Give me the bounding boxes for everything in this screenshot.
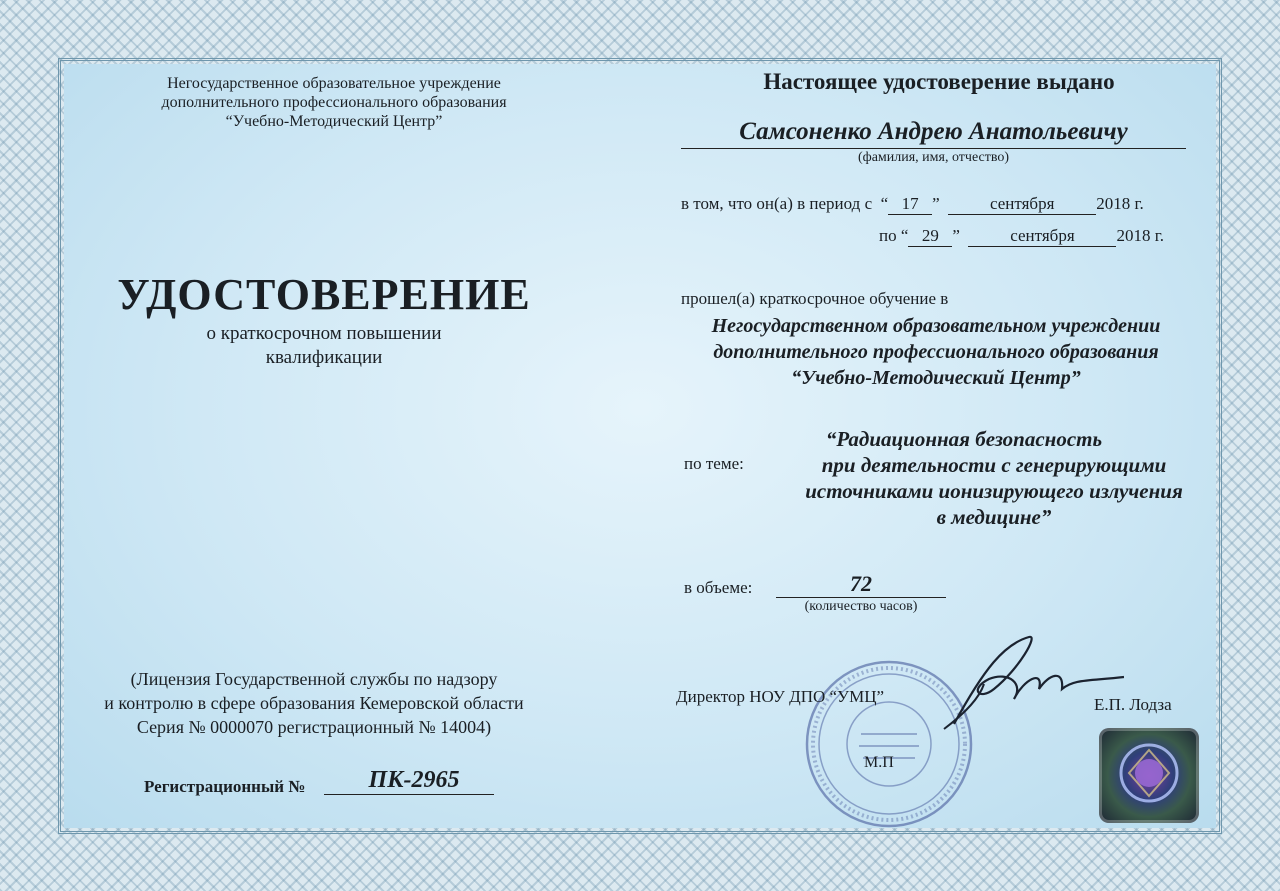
director-name: Е.П. Лодза bbox=[1094, 695, 1172, 714]
period-to-month: сентября bbox=[968, 226, 1116, 247]
recipient-name: Самсоненко Андрею Анатольевичу bbox=[681, 116, 1186, 149]
period-to-row: по “ 29 ” сентября 2018 г. bbox=[879, 226, 1165, 245]
registration-number: ПК-2965 bbox=[324, 767, 494, 795]
volume-hours: 72 bbox=[776, 571, 946, 598]
period-to-day: 29 bbox=[908, 226, 952, 247]
period-from-month: сентября bbox=[948, 194, 1096, 215]
subtitle-line-1: о краткосрочном повышении bbox=[206, 323, 442, 344]
director-label: Директор НОУ ДПО “УМЦ” bbox=[676, 687, 885, 706]
period-from-year: 18 bbox=[1113, 194, 1131, 213]
period-to-prefix: по bbox=[879, 226, 897, 245]
issued-heading: Настоящее удостоверение выдано bbox=[763, 69, 1115, 94]
volume-label: в объеме: bbox=[684, 578, 753, 597]
license-line-3: Серия № 0000070 регистрационный № 14004) bbox=[136, 717, 492, 737]
certificate-sheet bbox=[64, 64, 1216, 828]
hologram-icon bbox=[1099, 728, 1199, 823]
topic-line-2: при деятельности с генерирующими bbox=[821, 453, 1167, 477]
period-to-year: 18 bbox=[1133, 226, 1151, 245]
training-org-line-3: “Учебно-Методический Центр” bbox=[791, 367, 1081, 389]
period-to-year-prefix: 20 bbox=[1116, 226, 1134, 245]
topic-line-4: в медицине” bbox=[936, 505, 1052, 529]
issuer-block bbox=[124, 74, 544, 131]
license-line-1: (Лицензия Государственной службы по надзору bbox=[130, 669, 498, 689]
period-from-prefix: в том, что он(а) в период с bbox=[681, 194, 873, 213]
document-subtitle bbox=[104, 322, 544, 370]
issuer-line-2: дополнительного профессионального образования bbox=[161, 94, 507, 111]
registration-label: Регистрационный № bbox=[144, 777, 306, 796]
period-from-year-prefix: 20 bbox=[1096, 194, 1114, 213]
period-from-year-suffix: г. bbox=[1134, 194, 1144, 213]
topic-line-1: “Радиационная безопасность bbox=[825, 427, 1103, 451]
license-line-2: и контролю в сфере образования Кемеровской области bbox=[104, 693, 524, 713]
director-signature bbox=[924, 629, 1124, 739]
period-from-row: в том, что он(а) в период с “ 17 ” сентября 2018 г. bbox=[681, 194, 1144, 213]
training-organization bbox=[681, 313, 1191, 391]
training-passed-text: прошел(а) краткосрочное обучение в bbox=[681, 289, 949, 308]
document-title: УДОСТОВЕРЕНИЕ bbox=[117, 270, 531, 319]
volume-caption: (количество часов) bbox=[804, 599, 918, 614]
subtitle-line-2: квалификации bbox=[265, 347, 383, 368]
training-org-line-2: дополнительного профессионального образования bbox=[713, 341, 1159, 363]
training-org-line-1: Негосударственном образовательном учреждении bbox=[711, 315, 1161, 337]
issuer-line-3: “Учебно-Методический Центр” bbox=[225, 113, 443, 130]
topic-label: по теме: bbox=[684, 454, 744, 473]
license-block bbox=[74, 667, 554, 739]
topic-title bbox=[759, 426, 1229, 530]
seal-place-label: М.П bbox=[864, 754, 894, 771]
period-from-day: 17 bbox=[888, 194, 932, 215]
period-to-year-suffix: г. bbox=[1154, 226, 1165, 245]
hologram-sticker bbox=[1099, 728, 1199, 823]
recipient-name-caption: (фамилия, имя, отчество) bbox=[857, 150, 1010, 165]
topic-line-3: источниками ионизирующего излучения bbox=[805, 479, 1183, 503]
issuer-line-1: Негосударственное образовательное учреждение bbox=[167, 75, 501, 92]
